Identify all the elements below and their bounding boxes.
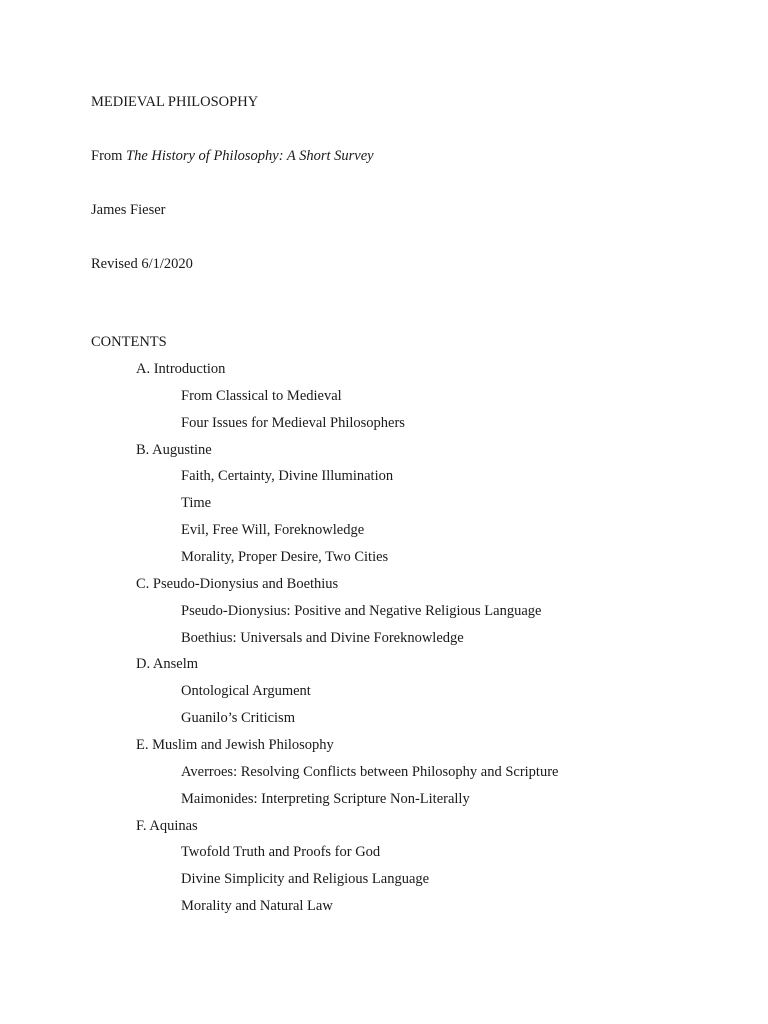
toc-subsection-item: Faith, Certainty, Divine Illumination	[181, 468, 394, 485]
toc-subsection-item: Morality, Proper Desire, Two Cities	[181, 549, 389, 566]
toc-subsection-item: Morality and Natural Law	[181, 898, 333, 915]
toc-subsection-item: Twofold Truth and Proofs for God	[181, 844, 381, 861]
toc-section-heading: A. Introduction	[136, 361, 226, 377]
source-prefix: From	[91, 148, 127, 164]
toc-subsection-item: Evil, Free Will, Foreknowledge	[181, 522, 365, 539]
source-line	[91, 147, 374, 165]
document-page	[91, 0, 731, 1024]
toc-section-heading: B. Augustine	[136, 441, 212, 458]
toc-subsection-item: Boethius: Universals and Divine Foreknowledge	[181, 629, 464, 646]
toc-section-heading: F. Aquinas	[136, 817, 198, 834]
author-name: James Fieser	[91, 202, 166, 218]
toc-subsection-item: Maimonides: Interpreting Scripture Non-Literally	[181, 790, 470, 807]
toc-section-heading: D. Anselm	[136, 656, 199, 673]
toc-subsection-item: Four Issues for Medieval Philosophers	[181, 414, 405, 431]
toc-subsection-item: Pseudo-Dionysius: Positive and Negative Religious Language	[181, 602, 542, 619]
contents-heading: CONTENTS	[91, 334, 167, 350]
toc-section-heading: C. Pseudo-Dionysius and Boethius	[136, 575, 339, 592]
toc-subsection-item: From Classical to Medieval	[181, 387, 342, 404]
document-title: MEDIEVAL PHILOSOPHY	[91, 94, 259, 110]
revision-date: Revised 6/1/2020	[91, 256, 193, 272]
source-book-title: The History of Philosophy: A Short Survey	[126, 148, 374, 164]
table-of-contents	[91, 360, 731, 924]
toc-section-heading: E. Muslim and Jewish Philosophy	[136, 737, 334, 754]
toc-subsection-item: Guanilo’s Criticism	[181, 710, 295, 727]
toc-subsection-item: Ontological Argument	[181, 683, 311, 700]
toc-subsection-item: Divine Simplicity and Religious Language	[181, 871, 430, 888]
toc-subsection-item: Averroes: Resolving Conflicts between Philosophy and Scripture	[181, 763, 559, 780]
toc-subsection-item: Time	[181, 495, 212, 512]
